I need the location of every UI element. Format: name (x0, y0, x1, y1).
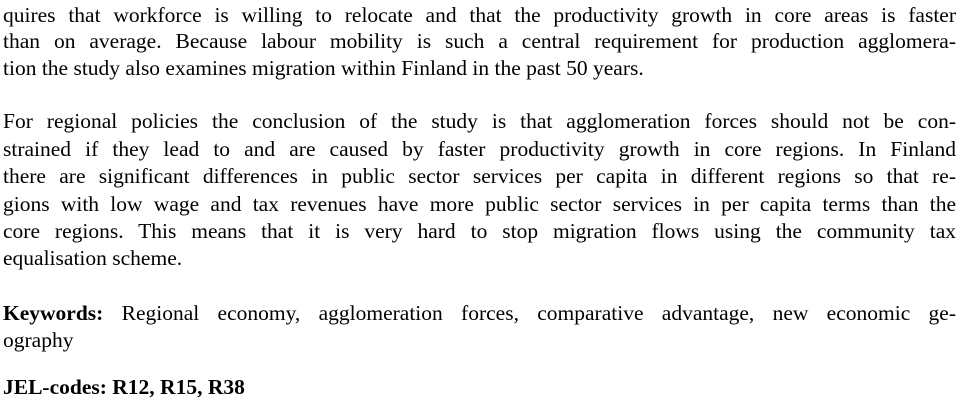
paragraph-1-line-2: than on average. Because labour mobility is such a central requirement for production agglomera- (3, 29, 956, 53)
paragraph-1-line-3: tion the study also examines migration within Finland in the past 50 years. (3, 56, 644, 80)
keywords-line-2: ography (3, 328, 74, 352)
keywords-text: Regional economy, agglomeration forces, comparative advantage, new economic ge- (103, 301, 956, 325)
keywords-label: Keywords: (3, 301, 104, 325)
paragraph-1-line-1: quires that workforce is willing to relocate and that the productivity growth in core areas is faster (3, 3, 956, 27)
paragraph-2-line-2: strained if they lead to and are caused by faster productivity growth in core regions. In Finland (3, 137, 956, 161)
paragraph-2-line-5: core regions. This means that it is very hard to stop migration flows using the community tax (3, 219, 956, 243)
paragraph-2-line-1: For regional policies the conclusion of the study is that agglomeration forces should not be con- (3, 109, 956, 133)
paragraph-2-line-4: gions with low wage and tax revenues have more public sector services in per capita terms than the (3, 192, 956, 216)
keywords-line-1 (3, 300, 956, 326)
paragraph-2-line-6: equalisation scheme. (3, 246, 183, 270)
jel-codes: JEL-codes: R12, R15, R38 (3, 375, 245, 399)
paragraph-2-line-3: there are significant differences in public sector services per capita in different regions so that re- (3, 164, 956, 188)
